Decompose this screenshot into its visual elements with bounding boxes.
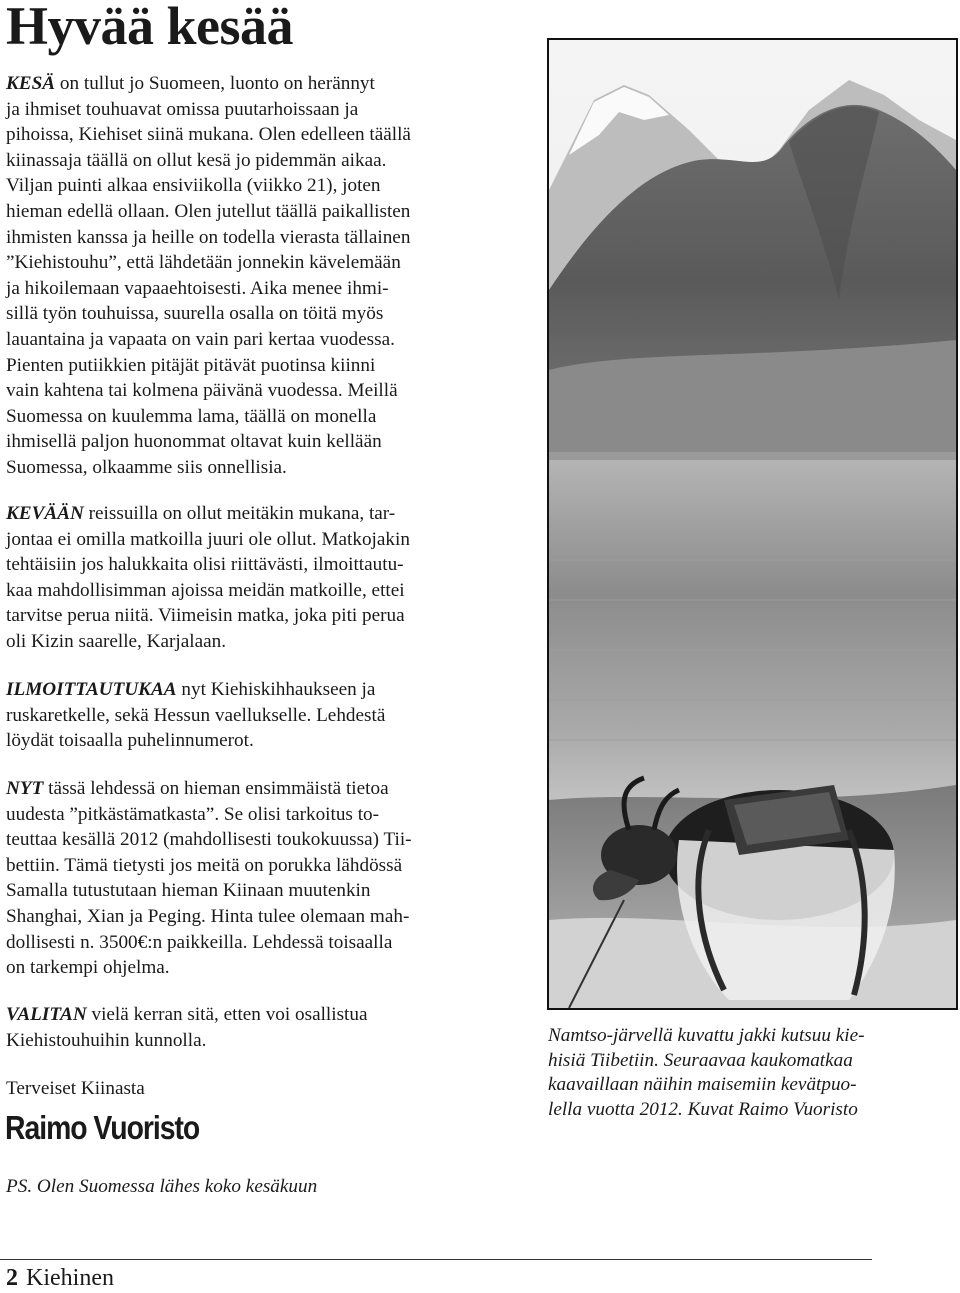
signature: Raimo Vuoristo [5, 1109, 200, 1146]
footer-rule [0, 1259, 872, 1260]
photo-namtso-yak [547, 38, 958, 1010]
page-number: 2 [6, 1265, 18, 1291]
photo-caption: Namtso-järvellä kuvattu jakki kutsuu kie- hisiä Tiibetiin. Seuraavaa kaukomatkaa kaavaillaan näihin maisemiin kevätpuo- lella vuotta 2012. Kuvat Raimo Vuoristo [548, 1025, 865, 1120]
paragraph-ilmoittautukaa [6, 677, 526, 754]
paragraph-kevaan [6, 501, 526, 655]
paragraph-kesa [6, 71, 526, 481]
paragraph-valitan [6, 1002, 526, 1053]
article-title: Hyvää kesää [6, 0, 294, 56]
paragraph-text: tässä lehdessä on hieman ensimmäistä tietoa uudesta ”pitkästämatkasta”. Se olisi tarkoitus to- teuttaa kesällä 2012 (mahdollisesti toukokuussa) Tii- bettiin. Tämä tietysti jos meitä on porukka lähdössä Samalla tutustutaan hieman Kiinaan muutenkin Shanghai, Xian ja Peging. Hinta tulee olemaan mah- dollisesti n. 3500€:n paikkeilla. Lehdessä toisaalla on tarkempi ohjelma. [6, 778, 412, 979]
page-footer [6, 1264, 114, 1292]
publication-name: Kiehinen [26, 1265, 114, 1291]
greeting: Terveiset Kiinasta [6, 1078, 145, 1099]
paragraph-lead: NYT [6, 778, 44, 799]
paragraph-lead: ILMOITTAUTUKAA [6, 679, 177, 700]
paragraph-text: reissuilla on ollut meitäkin mukana, tar- jontaa ei omilla matkoilla juuri ole ollut. Matkojakin tehtäisiin jos halukkaita olisi riittävästi, ilmoittautu- kaa mahdollisimman ajoissa meidän matkoille, ettei tarvitse perua niitä. Viimeisin matka, joka piti perua oli Kizin saarelle, Karjalaan. [6, 503, 410, 652]
paragraph-lead: VALITAN [6, 1004, 87, 1025]
paragraph-text: nyt Kiehiskihhaukseen ja ruskaretkelle, sekä Hessun vaellukselle. Lehdestä löydät toisaalla puhelinnumerot. [6, 679, 386, 752]
paragraph-text: on tullut jo Suomeen, luonto on herännyt ja ihmiset touhuavat omissa puutarhoissaan ja pihoissa, Kiehiset siinä mukana. Olen edelleen täällä kiinassaja täällä on ollut kesä jo pidemmän aikaa. Viljan puinti alkaa ensiviikolla (viikko 21), joten hieman edellä ollaan. Olen jutellut täällä paikallisten ihmisten kanssa ja heille on todella vierasta tällainen ”Kiehistouhu”, että lähdetään jonnekin kävelemään ja hikoilemaan vapaaehtoisesti. Aika menee ihmi- sillä työn touhuissa, suurella osalla on töitä myös lauantaina ja vapaata on vain pari kertaa vuodessa. Pienten putiikkien pitäjät pitävät puotinsa kiinni vain kahtena tai kolmena päivänä vuodessa. Meillä Suomessa on kuulemma lama, täällä on monella ihmisellä paljon huonommat oltavat kuin kellään Suomessa, olkaamme siis onnellisia. [6, 73, 411, 478]
postscript: PS. Olen Suomessa lähes koko kesäkuun [6, 1176, 318, 1197]
paragraph-lead: KEVÄÄN [6, 503, 84, 524]
paragraph-nyt [6, 776, 526, 981]
paragraph-text: vielä kerran sitä, etten voi osallistua Kiehistouhuihin kunnolla. [6, 1004, 368, 1051]
paragraph-lead: KESÄ [6, 73, 56, 94]
landscape-illustration [549, 40, 956, 1008]
